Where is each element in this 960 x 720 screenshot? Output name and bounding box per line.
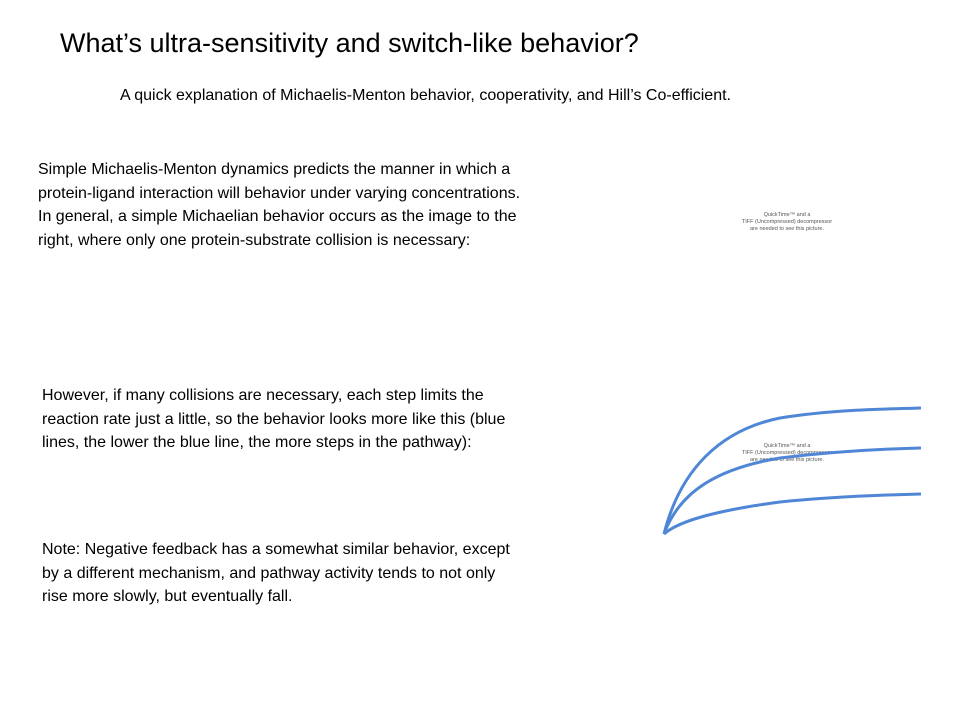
blue-curve-upper <box>664 408 921 534</box>
paragraph-line: lines, the lower the blue line, the more steps in the pathway): <box>42 434 472 451</box>
placeholder-line: are needed to see this picture. <box>750 226 824 232</box>
slide-subtitle: A quick explanation of Michaelis-Menton behavior, cooperativity, and Hill’s Co-efficient. <box>120 87 731 104</box>
placeholder-line: QuickTime™ and a <box>763 443 811 449</box>
slide-title: What’s ultra-sensitivity and switch-like behavior? <box>60 28 639 58</box>
paragraph-line: rise more slowly, but eventually fall. <box>42 588 293 605</box>
blue-curve-lower <box>664 494 921 534</box>
placeholder-line: TIFF (Uncompressed) decompressor <box>741 219 833 225</box>
paragraph-line: protein-ligand interaction will behavior under varying concentrations. <box>38 184 521 202</box>
paragraph-line: Note: Negative feedback has a somewhat similar behavior, except <box>42 541 510 558</box>
paragraph-line: Simple Michaelis-Menton dynamics predicts the manner in which a <box>38 161 511 178</box>
paragraph-line: However, if many collisions are necessary, each step limits the <box>42 387 484 404</box>
placeholder-line: TIFF (Uncompressed) decompressor <box>741 450 833 456</box>
placeholder-line: QuickTime™ and a <box>763 212 811 218</box>
paragraph-line: by a different mechanism, and pathway activity tends to not only <box>42 564 496 582</box>
paragraph-line: reaction rate just a little, so the behavior looks more like this (blue <box>42 410 506 428</box>
paragraph-line: In general, a simple Michaelian behavior occurs as the image to the <box>38 208 517 225</box>
negative-feedback-note <box>42 538 622 609</box>
paragraph-line: right, where only one protein-substrate collision is necessary: <box>38 231 471 249</box>
placeholder-line: are needed to see this picture. <box>750 457 824 463</box>
